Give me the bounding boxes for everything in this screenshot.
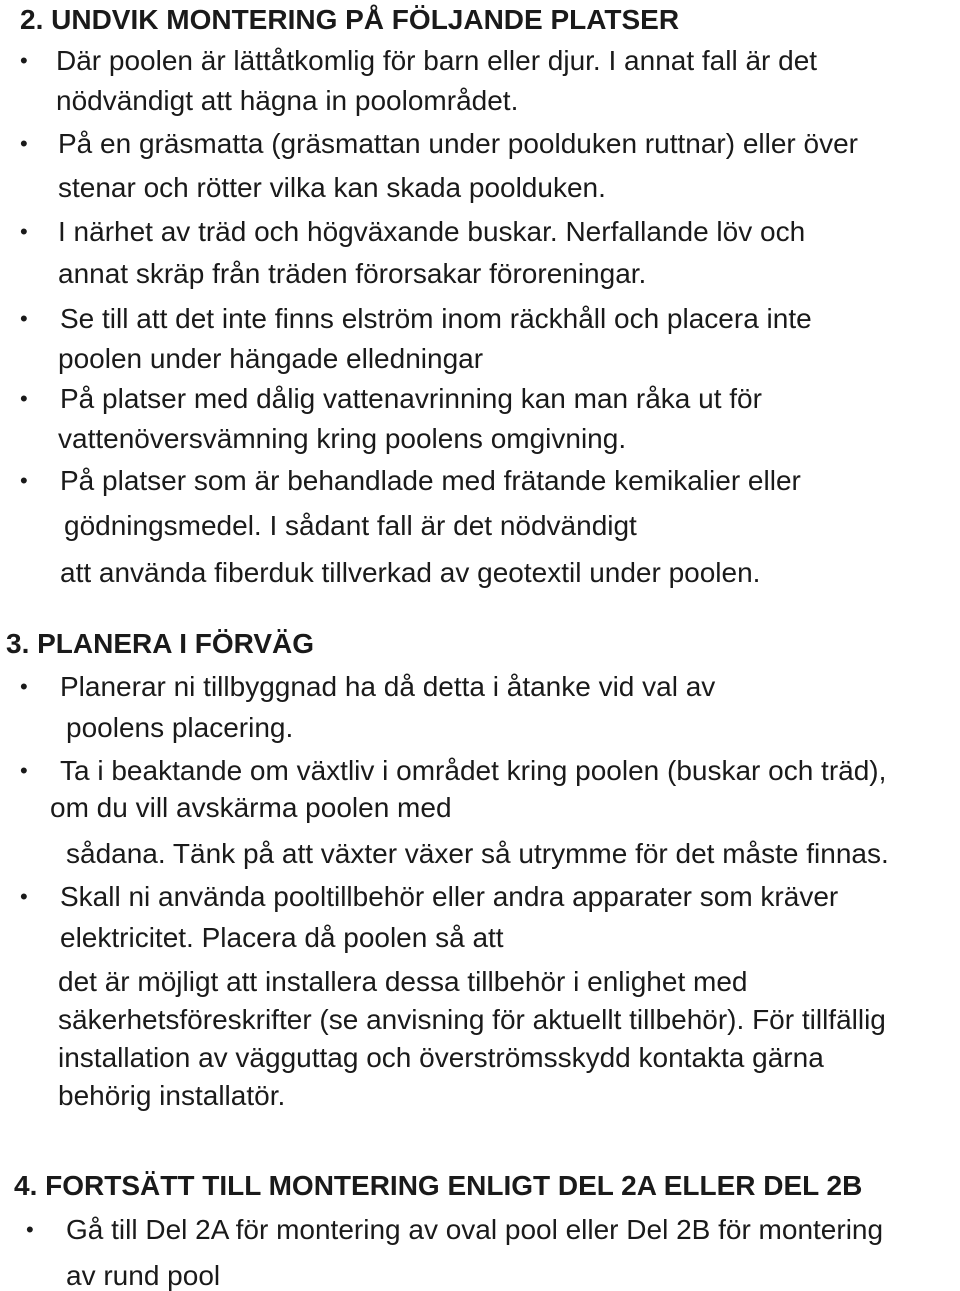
list-item-line: På platser som är behandlade med frätande kemikalier eller	[60, 465, 801, 496]
section-4-heading: 4. FORTSÄTT TILL MONTERING ENLIGT DEL 2A ELLER DEL 2B	[14, 1170, 863, 1201]
list-item-line: Gå till Del 2A för montering av oval pool eller Del 2B för montering	[66, 1214, 884, 1245]
list-item-line: nödvändigt att hägna in poolområdet.	[56, 85, 519, 116]
list-item-line: att använda fiberduk tillverkad av geotextil under poolen.	[60, 557, 761, 588]
bullet-icon: •	[20, 131, 28, 156]
list-item-line: av rund pool	[66, 1260, 221, 1291]
list-item-line: det är möjligt att installera dessa tillbehör i enlighet med	[58, 966, 748, 997]
list-item-line: säkerhetsföreskrifter (se anvisning för aktuellt tillbehör). För tillfällig	[58, 1004, 886, 1035]
list-item-line: Se till att det inte finns elström inom räckhåll och placera inte	[60, 303, 812, 334]
list-item-line: behörig installatör.	[58, 1080, 286, 1111]
list-item-line: poolen under hängade elledningar	[58, 343, 484, 374]
list-item-line: annat skräp från träden förorsakar föroreningar.	[58, 258, 647, 289]
bullet-icon: •	[20, 758, 28, 783]
list-item-line: poolens placering.	[66, 712, 294, 743]
bullet-icon: •	[26, 1217, 34, 1242]
section-3-heading: 3. PLANERA I FÖRVÄG	[6, 628, 315, 659]
list-item-line: elektricitet. Placera då poolen så att	[60, 922, 504, 953]
bullet-icon: •	[20, 306, 28, 331]
section-2-heading: 2. UNDVIK MONTERING PÅ FÖLJANDE PLATSER	[20, 4, 680, 35]
bullet-icon: •	[20, 386, 28, 411]
list-item-line: I närhet av träd och högväxande buskar. Nerfallande löv och	[58, 216, 806, 247]
list-item-line: sådana. Tänk på att växter växer så utrymme för det måste finnas.	[66, 838, 889, 869]
bullet-icon: •	[20, 468, 28, 493]
list-item-line: installation av vägguttag och överströmsskydd kontakta gärna	[58, 1042, 824, 1073]
bullet-icon: •	[20, 674, 28, 699]
list-item-line: gödningsmedel. I sådant fall är det nödvändigt	[64, 510, 637, 541]
list-item-line: Där poolen är lättåtkomlig för barn eller djur. I annat fall är det	[56, 45, 818, 76]
list-item-line: På platser med dålig vattenavrinning kan man råka ut för	[60, 383, 762, 414]
list-item-line: Ta i beaktande om växtliv i området kring poolen (buskar och träd),	[60, 755, 887, 786]
list-item-line: Skall ni använda pooltillbehör eller andra apparater som kräver	[60, 881, 839, 912]
list-item-line: Planerar ni tillbyggnad ha då detta i åtanke vid val av	[60, 671, 716, 702]
bullet-icon: •	[20, 48, 28, 73]
list-item-line: stenar och rötter vilka kan skada poolduken.	[58, 172, 606, 203]
list-item-line: om du vill avskärma poolen med	[50, 792, 452, 823]
list-item-line: vattenöversvämning kring poolens omgivning.	[58, 423, 627, 454]
list-item-line: På en gräsmatta (gräsmattan under poolduken ruttnar) eller över	[58, 128, 858, 159]
bullet-icon: •	[20, 884, 28, 909]
bullet-icon: •	[20, 219, 28, 244]
